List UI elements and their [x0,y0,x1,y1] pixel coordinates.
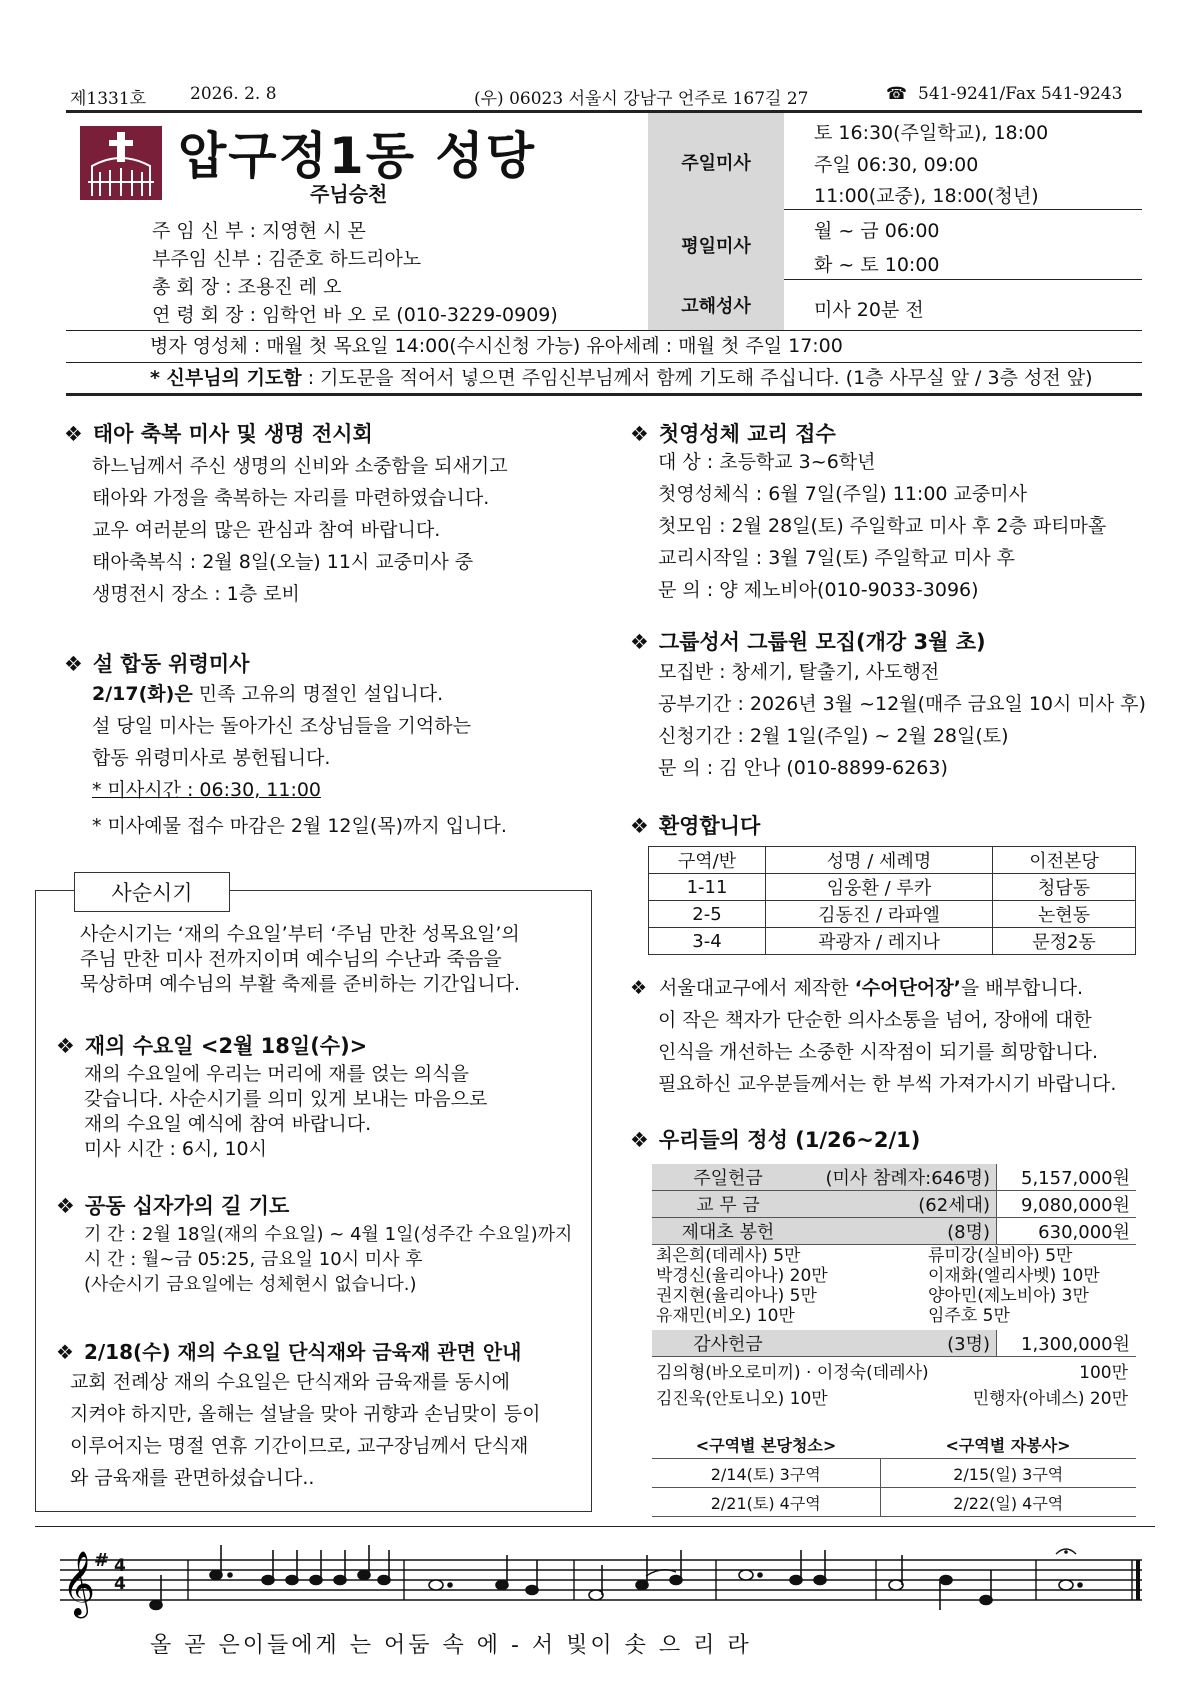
music-notes [56,1540,1146,1630]
table-header-row: <구역별 본당청소> <구역별 자봉사> [652,1430,1136,1459]
memorial-mass-body: 2/17(화)은 민족 고유의 명절인 설입니다. 설 당일 미사는 돌아가신 조상님들을 기억하는 합동 위령미사로 봉헌됩니다. [92,683,471,769]
diamond-bullet-icon: ❖ [56,1034,75,1058]
fetal-blessing-body: 하느님께서 주신 생명의 신비와 소중함을 되새기고 태아와 가정을 축복하는 자리를 마련하였습니다. 교우 여러분의 많은 관심과 참여 바랍니다. 태아축복식 : 2월 8일(오늘) 11시 교중미사 중 생명전시 장소 : 1층 로비 [92,455,508,605]
phone-icon: ☎ [886,84,908,104]
prayer-box-text: : 기도문을 적어서 넣으면 주임신부님께서 함께 기도해 주십니다. (1층 사무실 앞 / 3층 성전 앞) [301,367,1093,389]
diamond-bullet-icon: ❖ [630,422,649,446]
prayer-box-label: * 신부님의 기도함 [150,367,302,389]
offerings-title: ❖ 우리들의 정성 (1/26~2/1) [630,1128,921,1152]
church-logo [80,126,162,200]
confession-label: 고해성사 [648,280,784,330]
stations-of-cross-body: 기 간 : 2월 18일(재의 수요일) ~ 4월 1일(성주간 수요일)까지 시 간 : 월~금 05:25, 금요일 10시 미사 후 (사순시기 금요일에는 성체현시 없습니다.) [84,1224,573,1295]
lent-box-label: 사순시기 [74,872,230,912]
issue-number: 제1331호 [70,89,147,109]
issue-date: 2026. 2. 8 [190,84,277,104]
table-row: 2/14(토) 3구역 2/15(일) 3구역 [652,1459,1136,1488]
confession-time: 미사 20분 전 [814,299,924,321]
staff-association: 연 령 회 장 : 임학언 바 오 로 (010-3229-0909) [152,304,558,326]
welcome-table [648,846,1136,955]
prayer-box-notice [150,364,1093,392]
sunday-mass-line: 토 16:30(주일학교), 18:00 [814,122,1049,144]
sick-communion-baptism: 병자 영성체 : 매월 첫 목요일 14:00(수시신청 가능) 유아세례 : 매월 첫 주일 17:00 [150,335,843,357]
thanks-offering-table [652,1330,1136,1357]
table-row: 2-5 김동진 / 라파엘 논현동 [649,901,1136,928]
diamond-bullet-icon: ❖ [56,1340,74,1364]
phone-fax: 541-9241/Fax 541-9243 [918,84,1123,104]
table-row: 교 무 금 (62세대) 9,080,000원 [652,1191,1136,1218]
volunteer-schedule-table [652,1430,1136,1517]
table-row: 1-11 임웅환 / 루카 청담동 [649,874,1136,901]
table-header-row: 구역/반 성명 / 세례명 이전본당 [649,847,1136,874]
diamond-bullet-icon: ❖ [630,977,648,999]
time-signature: 4 4 [114,1556,126,1594]
staff-assistant: 부주임 신부 : 김준호 하드리아노 [152,248,422,270]
sunday-mass-label: 주일미사 [648,113,784,210]
sunday-mass-line: 주일 06:30, 09:00 [814,154,979,176]
donor-list-right: 류미강(실비아) 5만 이재화(엘리사벳) 10만 양아민(제노비아) 3만 임주호 5만 [928,1246,1100,1326]
ash-wednesday-body: 재의 수요일에 우리는 머리에 재를 얹는 의식을 갖습니다. 사순시기를 의미 있게 보내는 마음으로 재의 수요일 예식에 참여 바랍니다. 미사 시간 : 6시, 10시 [84,1063,488,1160]
donor-list-left: 최은희(데레사) 5만 박경신(율리아나) 20만 권지현(율리아나) 5만 유재민(비오) 10만 [656,1246,828,1326]
lent-intro: 사순시기는 ‘재의 수요일’부터 ‘주님 만찬 성목요일’의 주님 만찬 미사 전까지이며 예수님의 수난과 죽음을 묵상하며 예수님의 부활 축제를 준비하는 기간입니다. [80,923,521,995]
memorial-mass-times: * 미사시간 : 06:30, 11:00 [92,779,322,801]
staff-council: 총 회 장 : 조용진 레 오 [152,276,342,298]
liturgical-day: 주님승천 [310,182,388,206]
song-lyrics: 올 곧 은이들에게 는 어둠 속 에 - 서 빛이 솟 으 리 라 [150,1633,752,1658]
svg-text:𝄞: 𝄞 [62,1551,96,1616]
bible-group-body: 모집반 : 창세기, 탈출기, 사도행전 공부기간 : 2026년 3월 ~12월(매주 금요일 10시 미사 후) 신청기간 : 2월 1일(주일) ~ 2월 28일(토) 문 의 : 김 안나 (010-8899-6263) [658,661,1146,779]
offerings-table [652,1164,1136,1245]
table-row: 3-4 곽광자 / 레지나 문정2동 [649,928,1136,955]
diamond-bullet-icon: ❖ [630,1128,649,1152]
fasting-dispensation-title: ❖ 2/18(수) 재의 수요일 단식재와 금육재 관면 안내 [56,1340,522,1364]
thanks-donors: 김의형(바오로미끼) · 이정숙(데레사) 100만 김진욱(안토니오) 10만 민행자(아녜스) 20만 [656,1363,1128,1409]
diamond-bullet-icon: ❖ [630,630,649,654]
weekday-mass-label: 평일미사 [648,210,784,280]
table-row: 2/21(토) 4구역 2/22(일) 4구역 [652,1488,1136,1517]
memorial-mass-deadline: * 미사예물 접수 마감은 2월 12일(목)까지 입니다. [92,815,507,837]
diamond-bullet-icon: ❖ [56,1194,75,1218]
welcome-title: ❖ 환영합니다 [630,814,761,838]
section-memorial-mass-title: ❖ 설 합동 위령미사 [64,652,250,676]
bible-group-title: ❖ 그룹성서 그룹원 모집(개강 3월 초) [630,630,986,654]
table-row: 주일헌금 (미사 참례자:646명) 5,157,000원 [652,1164,1136,1191]
key-signature: # [94,1550,110,1571]
staff-pastor: 주 임 신 부 : 지영현 시 몬 [152,220,366,242]
section-fetal-blessing-title: ❖ 태아 축복 미사 및 생명 전시회 [64,422,373,446]
weekday-mass-line: 화 ~ 토 10:00 [814,254,940,276]
stations-of-cross-title: ❖ 공동 십자가의 길 기도 [56,1194,290,1218]
header-rule [66,110,1142,113]
sunday-mass-line: 11:00(교중), 18:00(청년) [814,185,1039,207]
table-row: 감사헌금 (3명) 1,300,000원 [652,1330,1136,1357]
first-communion-body: 대 상 : 초등학교 3~6학년 첫영성체식 : 6월 7일(주일) 11:00 교중미사 첫모임 : 2월 28일(토) 주일학교 미사 후 2층 파티마홀 교리시작일 : 3월 7일(토) 주일학교 미사 후 문 의 : 양 제노비아(010-9033-3096) [658,451,1107,601]
sign-language-notice: ❖ 서울대교구에서 제작한 ‘수어단어장’을 배부합니다. 이 작은 책자가 단순한 의사소통을 넘어, 장애에 대한 인식을 개선하는 소중한 시작점이 되기를 희망합니다. 필요하신 교우분들께서는 한 부씩 가져가시기 바랍니다. [630,977,1117,1095]
weekday-mass-line: 월 ~ 금 06:00 [814,220,940,242]
table-row: 제대초 봉헌 (8명) 630,000원 [652,1218,1136,1245]
first-communion-title: ❖ 첫영성체 교리 접수 [630,422,836,446]
ash-wednesday-title: ❖ 재의 수요일 <2월 18일(수)> [56,1034,368,1058]
church-name: 압구정1동 성당 [178,127,536,185]
diamond-bullet-icon: ❖ [64,422,83,446]
diamond-bullet-icon: ❖ [64,652,83,676]
diamond-bullet-icon: ❖ [630,814,649,838]
fasting-dispensation-body: 교회 전례상 재의 수요일은 단식재와 금육재를 동시에 지켜야 하지만, 올해는 설날을 맞아 귀향과 손님맞이 등이 이루어지는 명절 연휴 기간이므로, 교구장님께서 단식재 와 금육재를 관면하셨습니다.. [70,1371,541,1489]
church-address: (우) 06023 서울시 강남구 언주로 167길 27 [474,89,809,109]
